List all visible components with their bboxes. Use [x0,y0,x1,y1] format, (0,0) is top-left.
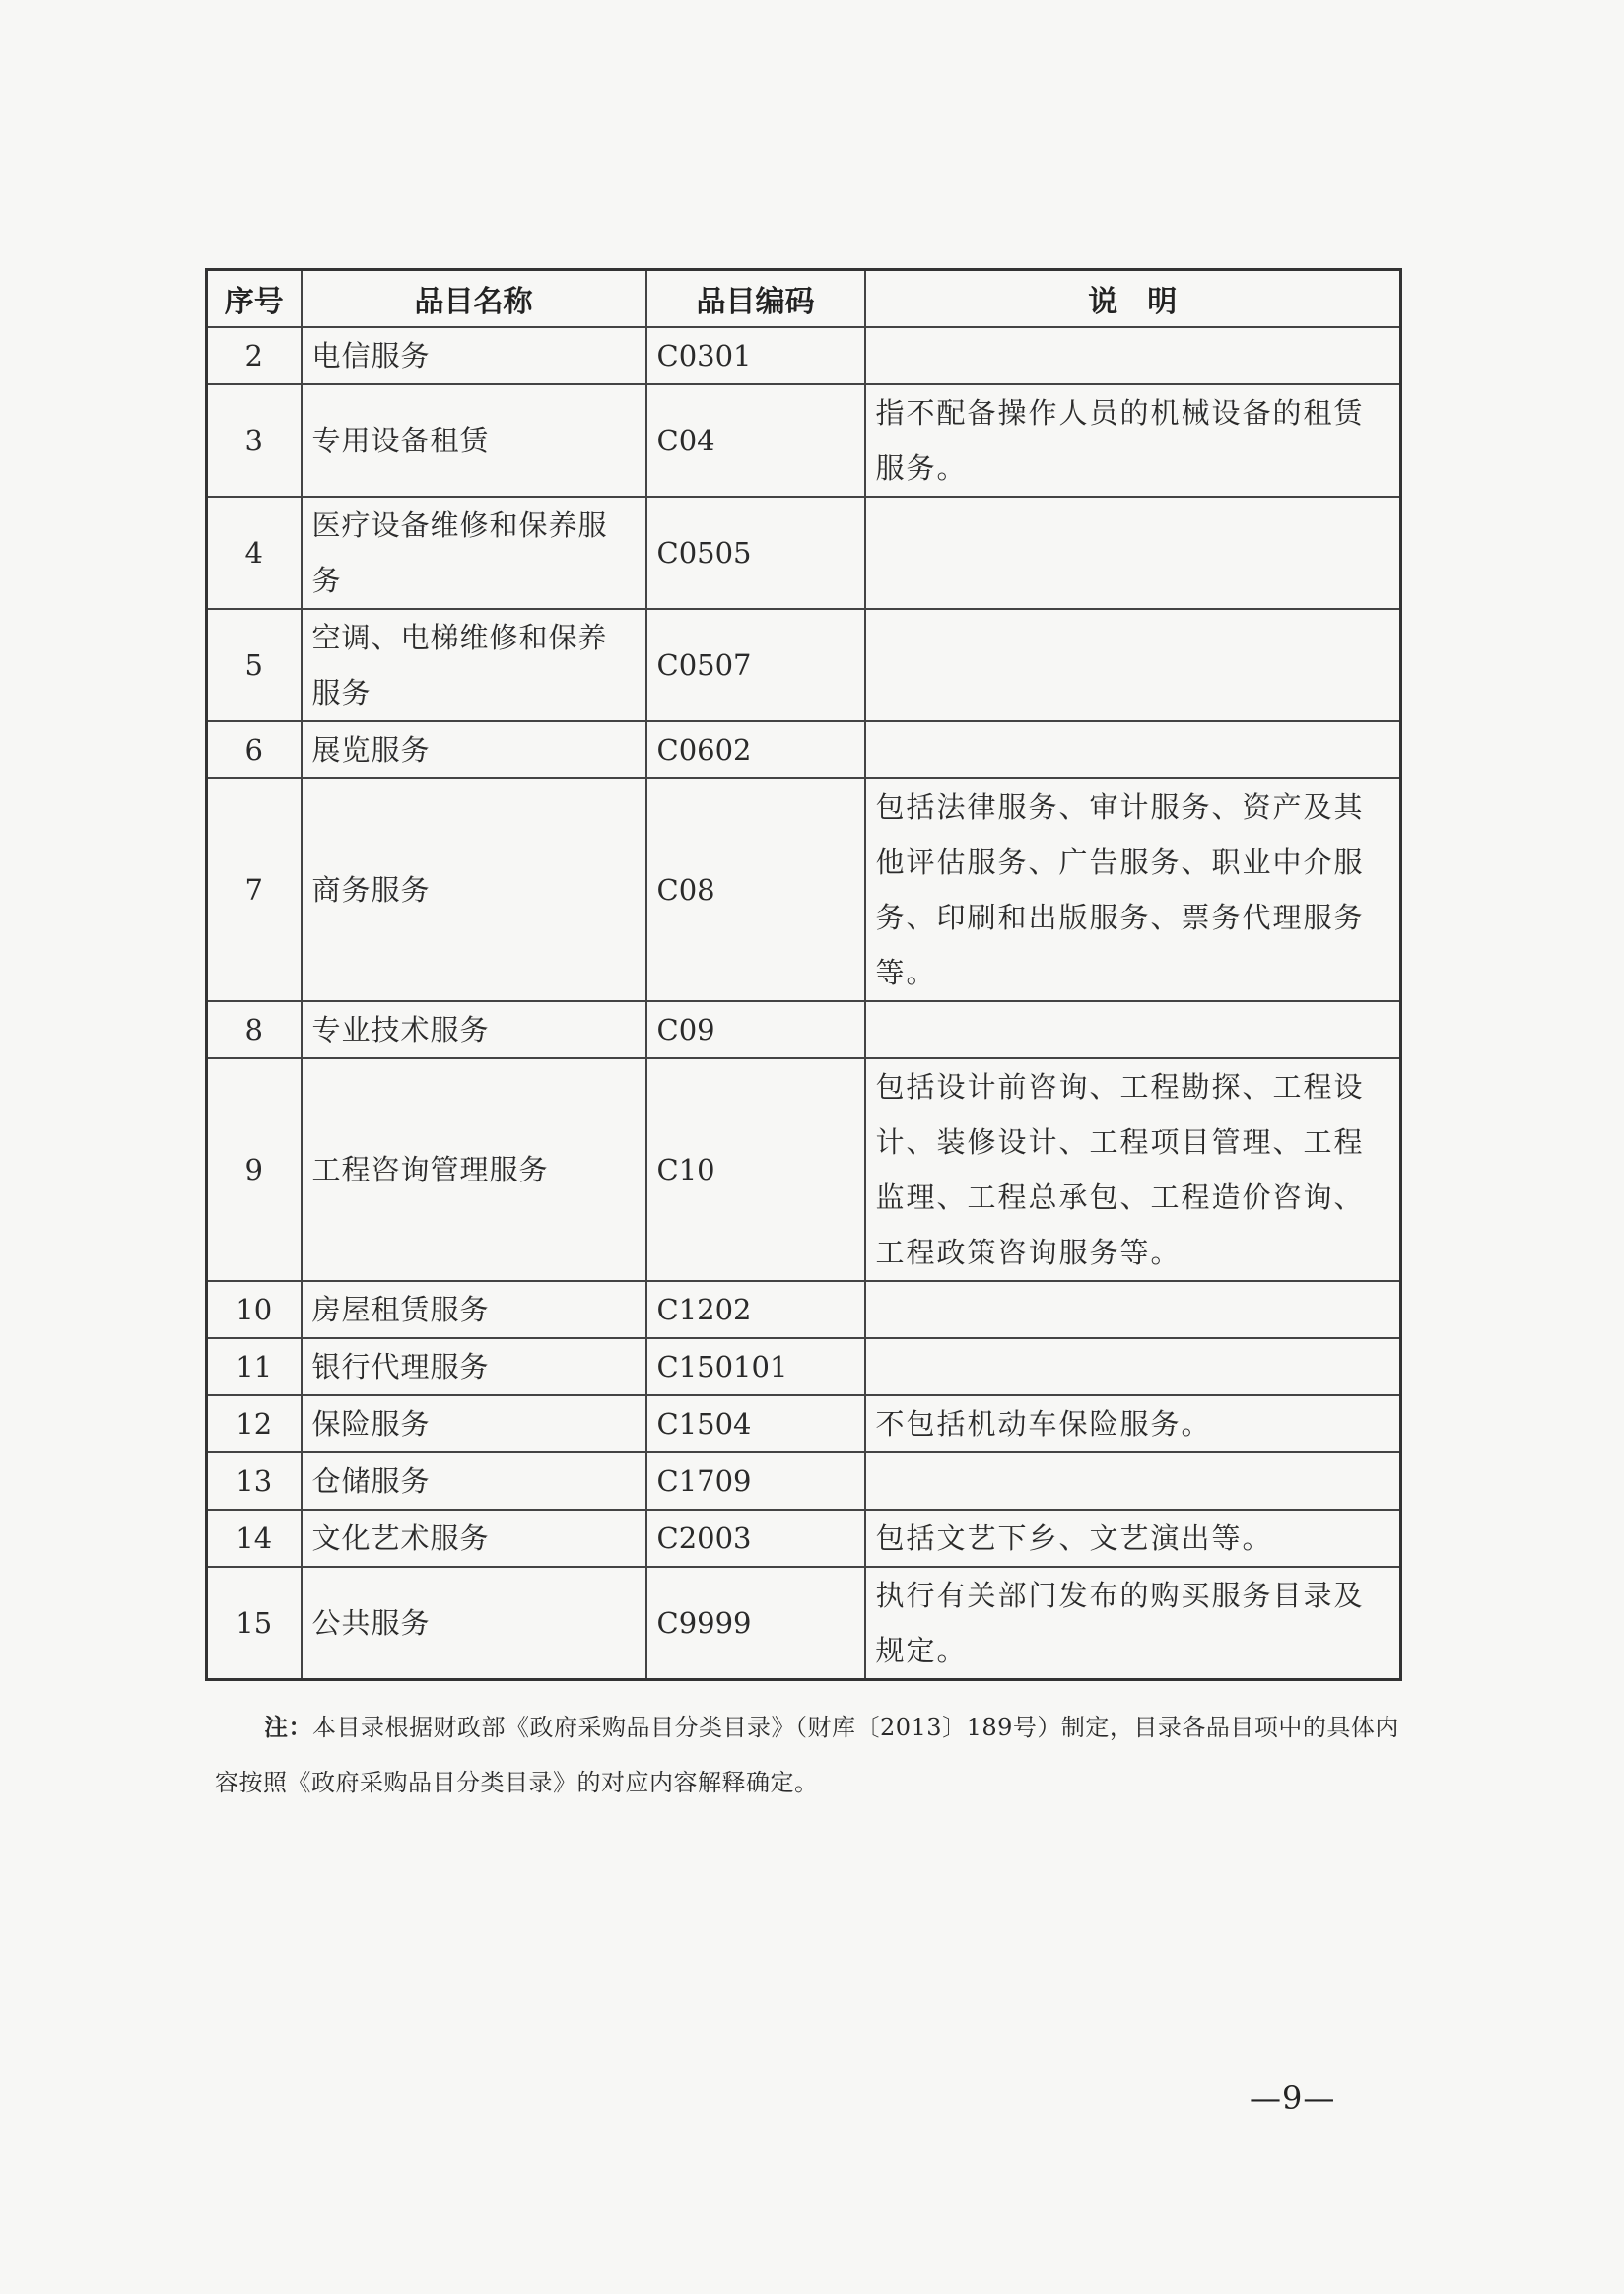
row-code: C0301 [646,327,865,384]
table-row [207,1567,1401,1680]
row-name: 文化艺术服务 [302,1510,646,1567]
row-code: C0507 [646,609,865,721]
row-name: 专业技术服务 [302,1001,646,1058]
table-row [207,497,1401,609]
row-num: 14 [207,1510,302,1567]
row-num: 10 [207,1281,302,1338]
page-number: —9— [1250,2079,1336,2117]
row-desc [865,1281,1401,1338]
row-code: C04 [646,384,865,497]
row-desc [865,327,1401,384]
row-num: 11 [207,1338,302,1395]
row-num: 8 [207,1001,302,1058]
row-name: 医疗设备维修和保养服务 [302,497,646,609]
row-name: 房屋租赁服务 [302,1281,646,1338]
row-desc [865,1338,1401,1395]
row-name: 仓储服务 [302,1452,646,1510]
row-desc [865,1452,1401,1510]
row-code: C10 [646,1058,865,1281]
row-code: C1202 [646,1281,865,1338]
table-row [207,327,1401,384]
table-header-row [207,270,1401,327]
footnote-label: 注： [264,1714,312,1741]
row-code: C9999 [646,1567,865,1680]
table-row [207,1510,1401,1567]
row-num: 7 [207,778,302,1001]
row-desc: 指不配备操作人员的机械设备的租赁服务。 [865,384,1401,497]
row-name: 商务服务 [302,778,646,1001]
table-row [207,1338,1401,1395]
row-name: 保险服务 [302,1395,646,1452]
footnote-text: 本目录根据财政部《政府采购品目分类目录》（财库〔2013〕189号）制定，目录各品目项中的具体内容按照《政府采购品目分类目录》的对应内容解释确定。 [215,1714,1399,1796]
row-code: C150101 [646,1338,865,1395]
table-row [207,778,1401,1001]
row-code: C2003 [646,1510,865,1567]
row-num: 13 [207,1452,302,1510]
row-num: 5 [207,609,302,721]
row-num: 15 [207,1567,302,1680]
row-desc [865,497,1401,609]
row-desc: 包括设计前咨询、工程勘探、工程设计、装修设计、工程项目管理、工程监理、工程总承包、工程造价咨询、工程政策咨询服务等。 [865,1058,1401,1281]
row-num: 4 [207,497,302,609]
header-code: 品目编码 [646,270,865,327]
table-row [207,609,1401,721]
row-num: 9 [207,1058,302,1281]
row-desc: 执行有关部门发布的购买服务目录及规定。 [865,1567,1401,1680]
row-desc: 包括法律服务、审计服务、资产及其他评估服务、广告服务、职业中介服务、印刷和出版服务、票务代理服务等。 [865,778,1401,1001]
service-catalog-table [205,268,1402,1681]
table-row [207,1058,1401,1281]
row-name: 专用设备租赁 [302,384,646,497]
row-desc [865,721,1401,778]
row-num: 6 [207,721,302,778]
header-num: 序号 [207,270,302,327]
row-code: C1709 [646,1452,865,1510]
row-code: C09 [646,1001,865,1058]
row-desc [865,1001,1401,1058]
header-desc: 说 明 [865,270,1401,327]
table-row [207,384,1401,497]
row-desc: 包括文艺下乡、文艺演出等。 [865,1510,1401,1567]
row-desc [865,609,1401,721]
row-name: 空调、电梯维修和保养服务 [302,609,646,721]
row-name: 电信服务 [302,327,646,384]
row-num: 12 [207,1395,302,1452]
table-row [207,1452,1401,1510]
footnote [215,1700,1402,1810]
row-code: C08 [646,778,865,1001]
row-code: C1504 [646,1395,865,1452]
row-name: 公共服务 [302,1567,646,1680]
row-name: 展览服务 [302,721,646,778]
row-name: 银行代理服务 [302,1338,646,1395]
row-num: 3 [207,384,302,497]
row-num: 2 [207,327,302,384]
table-row [207,1281,1401,1338]
table-row [207,721,1401,778]
row-code: C0602 [646,721,865,778]
table-row [207,1395,1401,1452]
header-name: 品目名称 [302,270,646,327]
row-code: C0505 [646,497,865,609]
row-desc: 不包括机动车保险服务。 [865,1395,1401,1452]
row-name: 工程咨询管理服务 [302,1058,646,1281]
table-row [207,1001,1401,1058]
